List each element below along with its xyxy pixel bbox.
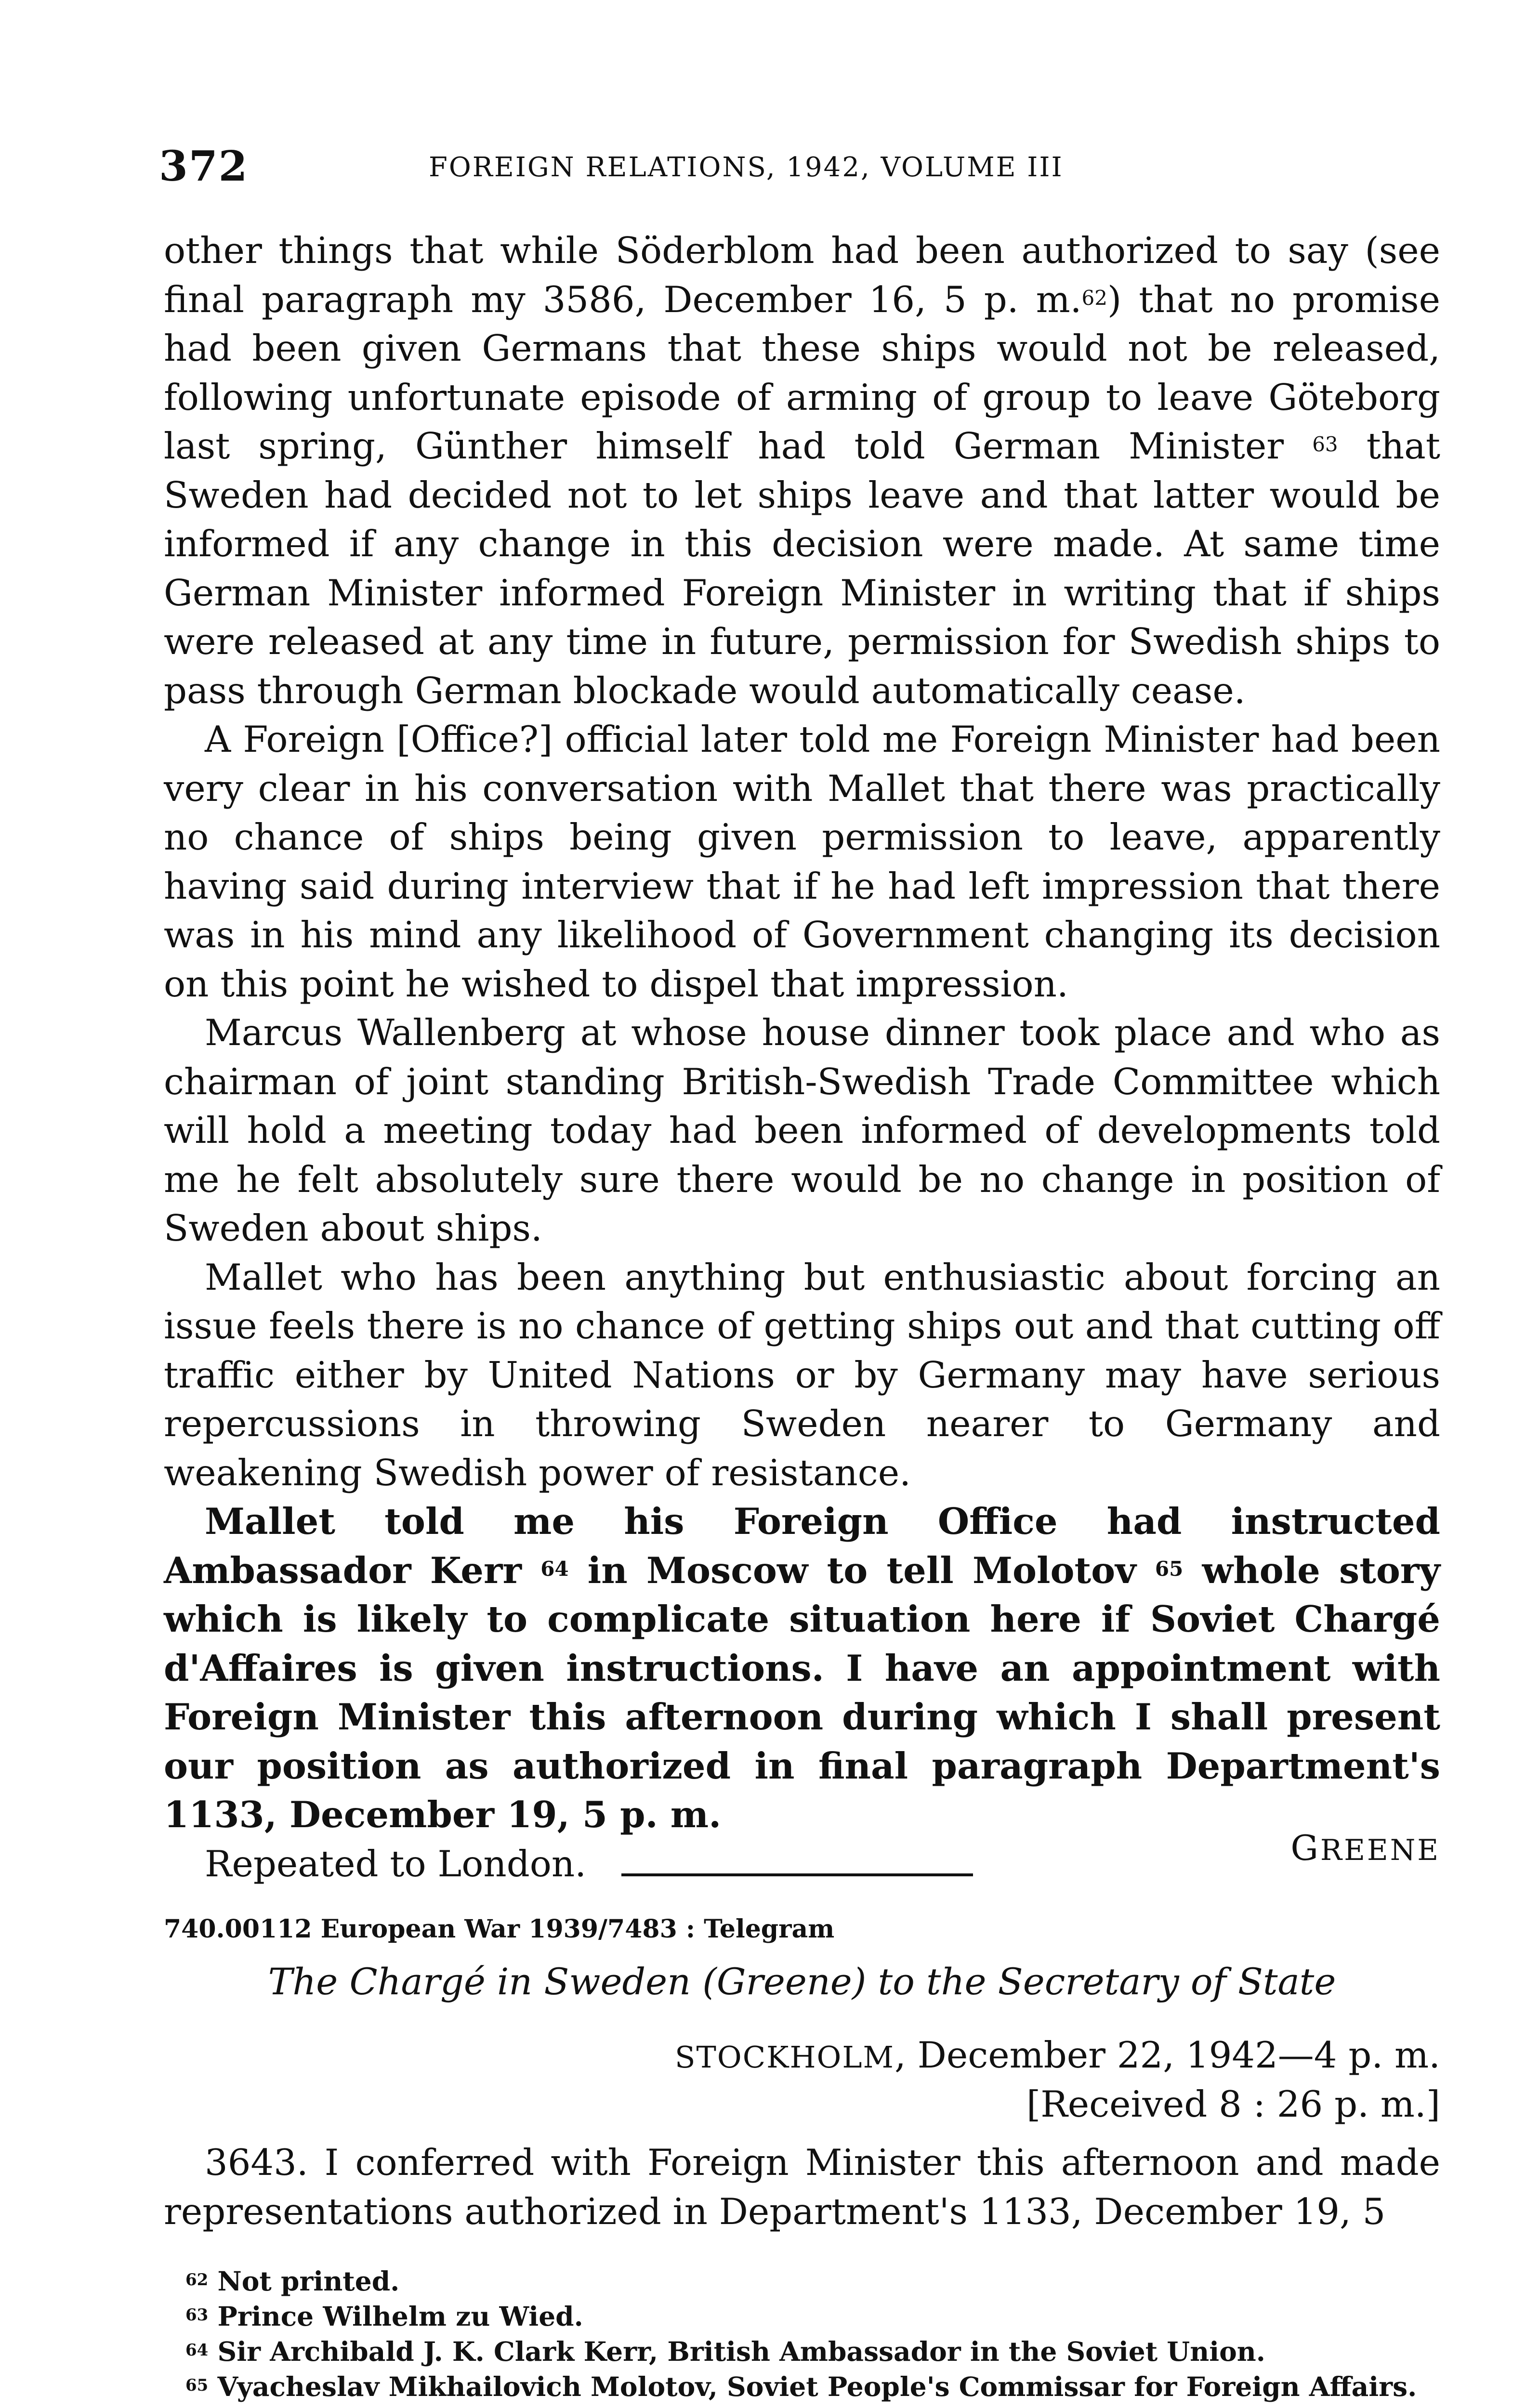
footnote-63 — [164, 2299, 1440, 2334]
footnote-mark: 64 — [185, 2341, 209, 2360]
footnote-text: Vyacheslav Mikhailovich Molotov, Soviet People's Commissar for Foreign Affairs. — [208, 2371, 1417, 2402]
signature-rest: REENE — [1320, 1833, 1440, 1867]
telegram-paragraph: 3643. I conferred with Foreign Minister this afternoon and made representations authorized in Department's 1133, December 19, 5 — [164, 2141, 1440, 2233]
paragraph-5 — [164, 1497, 1440, 1840]
document-heading: The Chargé in Sweden (Greene) to the Secretary of State — [268, 1960, 1336, 2003]
footnote-ref-63: 63 — [1312, 432, 1338, 456]
footnote-ref-62: 62 — [1081, 286, 1107, 310]
received-time: [Received 8 : 26 p. m.] — [1026, 2083, 1440, 2125]
paragraph-4: Mallet who has been anything but enthusiastic about forcing an issue feels there is no chance of getting ships out and that cutting off traffic either by United Nations or by Germany may have serious repercussions in throwing Sweden nearer to Germany and weakening Swedish power of resistance. — [164, 1256, 1440, 1494]
footnote-mark: 63 — [185, 2305, 209, 2325]
footnote-ref-64: 64 — [540, 1557, 569, 1581]
paragraph-2: A Foreign [Office?] official later told me Foreign Minister had been very clear in his conversation with Mallet that there was practically no chance of ships being given permission to leave, apparently having said during interview that if he had left impression that there was in his mind any likelihood of Government changing its decision on this point he wished to dispel that impression. — [164, 718, 1440, 1005]
signature-initial: G — [1290, 1828, 1320, 1868]
signature — [1290, 1828, 1440, 1868]
footnote-ref-65: 65 — [1155, 1557, 1184, 1581]
paragraph-3: Marcus Wallenberg at whose house dinner took place and who as chairman of joint standing British-Swedish Trade Committee which will hold a meeting today had been informed of developments told me he felt absolutely sure there would be no change in position of Sweden about ships. — [164, 1011, 1440, 1249]
footnote-text: Prince Wilhelm zu Wied. — [208, 2301, 583, 2332]
paragraph-1-part-b: ) that no promise had been given Germans that these ships would not be released, following unfortunate episode of arming of group to leave Göteborg last spring, Günther himself had told German Minister — [164, 278, 1441, 467]
dateline-date: , December 22, 1942—4 p. m. — [895, 2034, 1440, 2076]
paragraph-1-part-c: that Sweden had decided not to let ships leave and that latter would be informed if any change in this decision were made. At same time German Minister informed Foreign Minister in writing that if ships were released at any time in future, permission for Swedish ships to pass through German blockade would automatically cease. — [164, 425, 1441, 712]
dateline — [675, 2034, 1440, 2076]
telegram-body — [164, 2138, 1440, 2236]
file-reference: 740.00112 European War 1939/7483 : Telegram — [164, 1914, 835, 1944]
footnote-62 — [164, 2264, 1440, 2299]
dateline-place: STOCKHOLM — [675, 2040, 895, 2075]
paragraph-6: Repeated to London. — [205, 1842, 587, 1885]
running-head — [159, 142, 1440, 195]
paragraph-5-part-c: whole story which is likely to complicate situation here if Soviet Chargé d'Affaires is given instructions. I have an appointment with Foreign Minister this afternoon during which I shall present our position as authorized in final paragraph Department's 1133, December 19, 5 p. m. — [164, 1549, 1440, 1836]
running-title: FOREIGN RELATIONS, 1942, VOLUME III — [429, 152, 1064, 183]
footnote-mark: 65 — [185, 2376, 209, 2395]
section-divider — [621, 1873, 973, 1876]
paragraph-5-part-b: in Moscow to tell Molotov — [568, 1549, 1136, 1592]
footnotes — [164, 2264, 1440, 2404]
footnote-text: Not printed. — [208, 2265, 400, 2297]
footnote-64 — [164, 2334, 1440, 2369]
paragraph-1 — [164, 226, 1440, 715]
footnote-mark: 62 — [185, 2270, 209, 2290]
page-number: 372 — [159, 142, 249, 191]
paragraph-1-part-a: other things that while Söderblom had been authorized to say (see final paragraph my 3586, December 16, 5 p. m. — [164, 229, 1440, 321]
body-text — [164, 226, 1440, 1888]
footnote-65 — [164, 2369, 1440, 2404]
paragraph-5-part-a: Mallet told me his Foreign Office had instructed Ambassador Kerr — [164, 1500, 1440, 1592]
footnote-text: Sir Archibald J. K. Clark Kerr, British Ambassador in the Soviet Union. — [208, 2336, 1265, 2367]
